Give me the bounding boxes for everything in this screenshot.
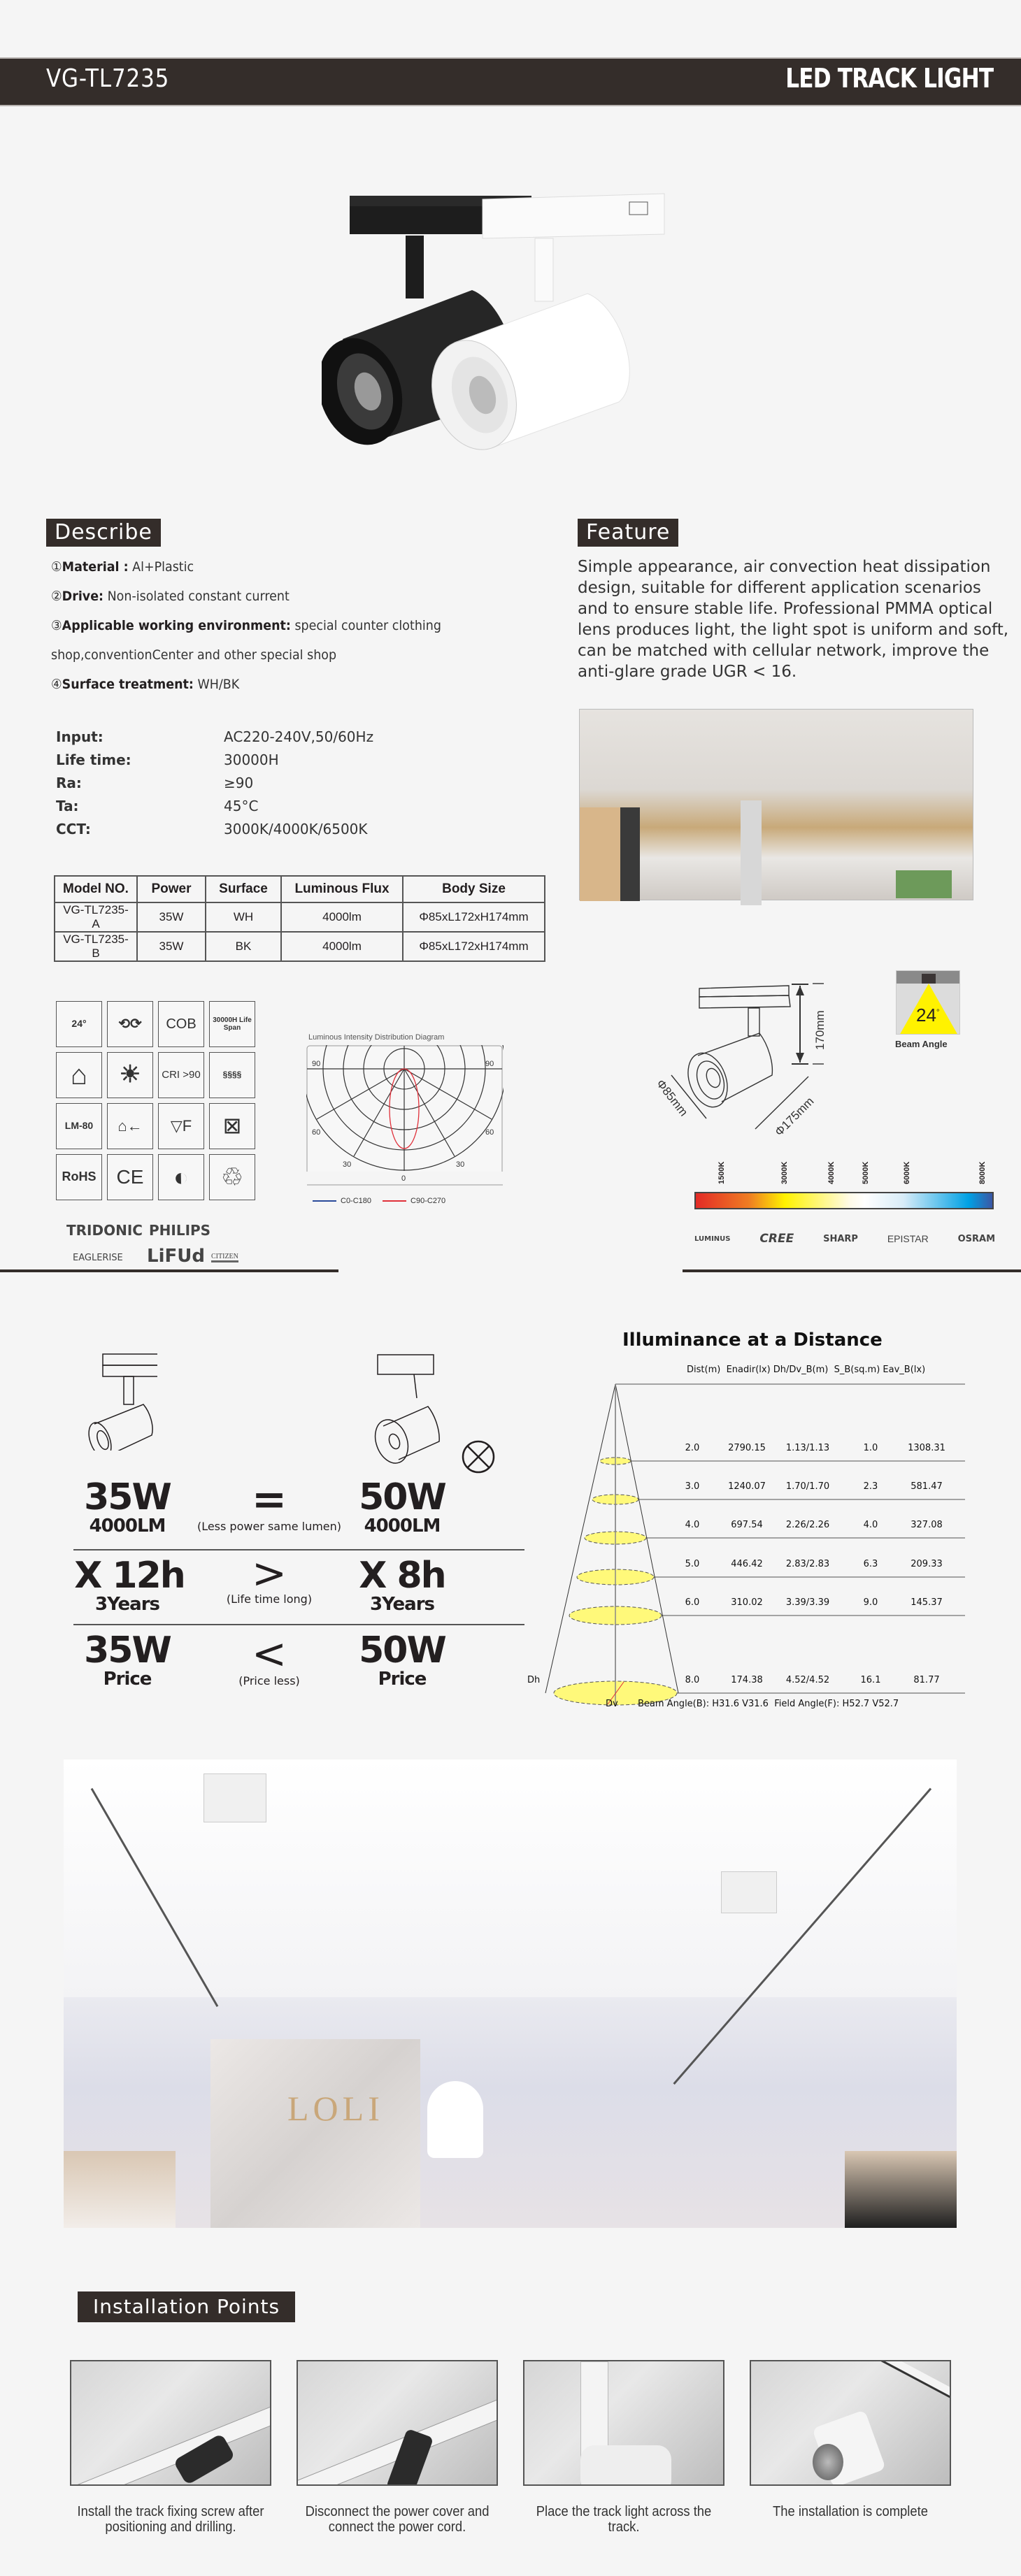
beam-field-angle-footer: Beam Angle(B): H31.6 V31.6 Field Angle(F): H52.7 V52.7	[638, 1699, 899, 1709]
sun-icon: ☀	[107, 1052, 153, 1098]
spec-row: Ta: 45°C	[56, 798, 259, 814]
spec-list	[56, 728, 448, 844]
cct-tick-1500: 1500K	[717, 1161, 726, 1184]
spec-row: Input: AC220-240V,50/60Hz	[56, 728, 374, 745]
install-step-1-image	[70, 2360, 271, 2486]
spec-row: Life time: 30000H	[56, 751, 279, 768]
ceiling-spot-box	[721, 1871, 777, 1913]
spec-row: Ra: ≥90	[56, 775, 254, 791]
beam-24-icon: 24°	[56, 1001, 102, 1047]
install-step-1-caption: Install the track fixing screw after positioning and drilling.	[77, 2504, 264, 2535]
svg-text:170mm: 170mm	[813, 1010, 827, 1050]
describe-list	[51, 559, 513, 706]
beam-angle-value: 24°	[916, 1005, 940, 1026]
store-sign: LOLI	[287, 2089, 384, 2128]
install-step-2-image	[297, 2360, 498, 2486]
install-step-4-caption: The installation is complete	[773, 2504, 928, 2519]
polar-title: Luminous Intensity Distribution Diagram	[308, 1033, 445, 1042]
illum-row: 8.0 174.38 4.52/4.52 16.1 81.77	[685, 1675, 940, 1685]
illum-row: 3.0 1240.07 1.70/1.70 2.3 581.47	[685, 1481, 943, 1492]
comparison-divider	[73, 1624, 524, 1625]
beam-angle-label: Beam Angle	[895, 1039, 948, 1049]
cct-tick-3000: 3000K	[780, 1161, 789, 1184]
cct-tick-8000: 8000K	[978, 1161, 987, 1184]
table-header-row: Model NO. Power Surface Luminous Flux Body Size	[55, 876, 545, 902]
divider-left	[0, 1269, 338, 1272]
store-ceiling-photo	[64, 1760, 957, 2228]
brand-tridonic: TRIDONIC	[66, 1222, 143, 1239]
eco-house-icon: ⌂	[56, 1052, 102, 1098]
table-row: VG-TL7235-A 35W WH 4000lm Φ85xL172xH174mm	[55, 902, 545, 932]
illuminance-title: Illuminance at a Distance	[622, 1330, 883, 1351]
install-step-4-image	[750, 2360, 951, 2486]
clothes-rack-right	[845, 2151, 957, 2228]
polar-diagram	[306, 1045, 504, 1186]
legend-blue-line	[313, 1200, 336, 1202]
green-tiles	[896, 870, 952, 898]
describe-item: ①Material : Al+Plastic	[51, 559, 194, 575]
green-dot-icon: ◐	[158, 1154, 204, 1200]
svg-text:60: 60	[312, 1128, 321, 1137]
dv-label: Dv	[606, 1699, 618, 1709]
product-hero-image	[322, 192, 685, 465]
indoor-icon: ⌂←	[107, 1103, 153, 1149]
install-step-2-caption: Disconnect the power cover and connect the power cord.	[305, 2504, 490, 2535]
svg-text:Φ175mm: Φ175mm	[772, 1094, 817, 1139]
brand-luminus: LUMINUS	[694, 1235, 731, 1243]
chip-brands	[694, 1232, 995, 1246]
comparison-row: X 12h 3Years > (Life time long) X 8h 3Years	[74, 1549, 445, 1615]
spec-row: CCT: 3000K/4000K/6500K	[56, 821, 368, 837]
comparison-divider	[73, 1549, 524, 1550]
svg-text:90: 90	[312, 1060, 321, 1068]
illum-row: 6.0 310.02 3.39/3.39 9.0 145.37	[685, 1597, 943, 1608]
describe-item: ②Drive: Non-isolated constant current	[51, 589, 290, 604]
brand-epistar: EPISTAR	[887, 1233, 929, 1244]
ce-icon: CE	[107, 1154, 153, 1200]
describe-item: shop,conventionCenter and other special shop	[51, 647, 337, 663]
cri-icon: CRI >90	[158, 1052, 204, 1098]
illum-col-headers: Dist(m) Enadir(lx) Dh/Dv_B(m) S_B(sq.m) Eav_B(lx)	[687, 1365, 926, 1375]
lm80-icon: LM-80	[56, 1103, 102, 1149]
rohs-icon: RoHS	[56, 1154, 102, 1200]
brand-eaglerise: EAGLERISE	[73, 1253, 123, 1263]
cct-color-bar	[694, 1192, 994, 1209]
model-title: VG-TL7235	[46, 64, 170, 93]
beam-angle-graphic	[896, 970, 960, 1035]
divider-right	[683, 1269, 1021, 1272]
comparison-row: 35W 4000LM = (Less power same lumen) 50W 4000LM	[84, 1475, 445, 1537]
legend-red-line	[383, 1200, 406, 1202]
models-table	[54, 875, 545, 962]
feature-tag: Feature	[578, 519, 678, 547]
ceiling-spot-box	[204, 1773, 266, 1822]
store-interior-photo	[579, 709, 973, 900]
heat-icon: §§§§	[209, 1052, 255, 1098]
pillar	[741, 800, 762, 905]
describe-item: ③Applicable working environment: special counter clothing	[51, 618, 441, 633]
clothes-rack-left	[64, 2151, 176, 2228]
brand-sharp: SHARP	[823, 1233, 858, 1244]
chalkboard	[620, 807, 640, 901]
table-row: VG-TL7235-B 35W BK 4000lm Φ85xL172xH174mm	[55, 932, 545, 961]
svg-text:60: 60	[485, 1128, 494, 1137]
svg-text:30: 30	[343, 1160, 352, 1169]
weee-icon: ⊠	[209, 1103, 255, 1149]
svg-text:Φ85mm: Φ85mm	[653, 1077, 691, 1119]
marble-wall	[210, 2039, 420, 2228]
svg-text:0: 0	[401, 1174, 406, 1183]
track-light-50w-drawing	[371, 1349, 511, 1475]
illum-row: 2.0 2790.15 1.13/1.13 1.0 1308.31	[685, 1443, 945, 1453]
cct-tick-5000: 5000K	[862, 1161, 870, 1184]
installation-tag: Installation Points	[78, 2291, 295, 2322]
height-dimension	[790, 979, 832, 1070]
install-step-3-image	[523, 2360, 724, 2486]
comparison-row: 35W Price < (Price less) 50W Price	[84, 1629, 445, 1690]
svg-text:90: 90	[485, 1060, 494, 1068]
pendant-lamp	[427, 2081, 483, 2158]
cct-tick-6000: 6000K	[903, 1161, 911, 1184]
product-title: LED TRACK LIGHT	[785, 63, 993, 94]
cct-tick-4000: 4000K	[827, 1161, 836, 1184]
comparison-table	[73, 1475, 514, 1699]
describe-item: ④Surface treatment: WH/BK	[51, 677, 240, 692]
describe-tag: Describe	[46, 519, 161, 547]
illum-row: 5.0 446.42 2.83/2.83 6.3 209.33	[685, 1559, 943, 1569]
cob-icon: COB	[158, 1001, 204, 1047]
illuminance-cone-diagram	[538, 1370, 965, 1713]
feature-text: Simple appearance, air convection heat dissipation design, suitable for different application scenarios and to ensure stable life. Professional PMMA optical lens produces light, the light spot is uniform and soft, can be matched with cellular network, improve the anti-glare grade UGR < 16.	[578, 558, 1009, 681]
brand-osram: OSRAM	[957, 1233, 995, 1244]
feature-icon-grid	[56, 1001, 255, 1200]
shelf-left	[580, 807, 622, 901]
recycle-icon: ♲	[209, 1154, 255, 1200]
polar-legend: C0-C180 C90-C270	[313, 1197, 445, 1205]
brand-citizen: CITIZEN	[211, 1253, 238, 1262]
brand-philips: PHILIPS	[149, 1222, 211, 1239]
illum-row: 4.0 697.54 2.26/2.26 4.0 327.08	[685, 1520, 943, 1530]
rotate-icon: ⟲⟳	[107, 1001, 153, 1047]
brand-cree: CREE	[759, 1232, 794, 1246]
dh-label: Dh	[527, 1675, 541, 1685]
lifespan-icon: 30000H Life Span	[209, 1001, 255, 1047]
f-mark-icon: ▽F	[158, 1103, 204, 1149]
install-step-3-caption: Place the track light across the track.	[536, 2504, 712, 2535]
brand-lifud: LiFUd	[147, 1246, 205, 1267]
track-light-35w-drawing	[87, 1346, 157, 1451]
svg-text:30: 30	[456, 1160, 465, 1169]
